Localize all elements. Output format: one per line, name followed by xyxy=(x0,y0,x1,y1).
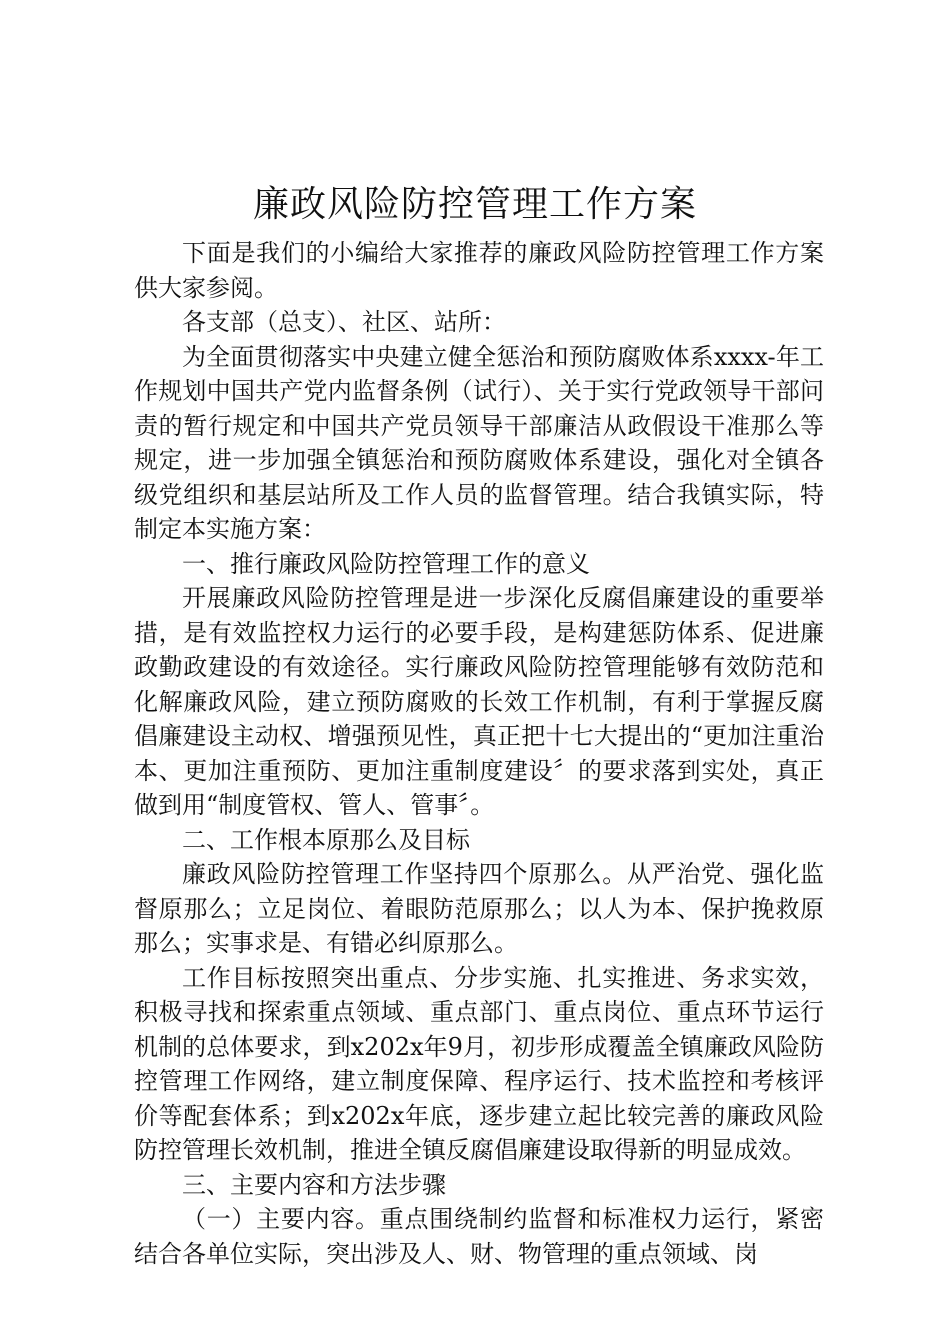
section-heading-3: 三、主要内容和方法步骤 xyxy=(182,1170,446,1199)
intro-paragraph: 下面是我们的小编给大家推荐的廉政风险防控管理工作方案供大家参阅。 xyxy=(134,239,824,302)
section-heading-2: 二、工作根本原那么及目标 xyxy=(182,825,470,854)
section-heading-1: 一、推行廉政风险防控管理工作的意义 xyxy=(182,549,590,578)
principles-paragraph: 廉政风险防控管理工作坚持四个原那么。从严治党、强化监督原那么；立足岗位、着眼防范原那么；以人为本、保护挽救原那么；实事求是、有错必纠原那么。 xyxy=(134,860,824,957)
section-1-paragraph: 开展廉政风险防控管理是进一步深化反腐倡廉建设的重要举措，是有效监控权力运行的必要手段，是构建惩防体系、促进廉政勤政建设的有效途径。实行廉政风险防控管理能够有效防范和化解廉政风险，建立预防腐败的长效工作机制，有利于掌握反腐倡廉建设主动权、增强预见性，真正把十七大提出的“更加注重治本、更加注重预防、更加注重制度建设〞的要求落到实处，真正做到用“制度管权、管人、管事〞。 xyxy=(134,584,824,819)
salutation-paragraph: 各支部（总支）、社区、站所： xyxy=(182,308,506,336)
document-title: 廉政风险防控管理工作方案 xyxy=(252,184,697,225)
preamble-paragraph: 为全面贯彻落实中央建立健全惩治和预防腐败体系xxxx-年工作规划中国共产党内监督条例（试行）、关于实行党政领导干部问责的暂行规定和中国共产党员领导干部廉洁从政假设干准那么等规定，进一步加强全镇惩治和预防腐败体系建设，强化对全镇各级党组织和基层站所及工作人员的监督管理。结合我镇实际，特制定本实施方案： xyxy=(134,342,824,543)
goals-paragraph: 工作目标按照突出重点、分步实施、扎实推进、务求实效，积极寻找和探索重点领域、重点部门、重点岗位、重点环节运行机制的总体要求，到x202x年9月，初步形成覆盖全镇廉政风险防控管理工作网络，建立制度保障、程序运行、技术监控和考核评价等配套体系；到x202x年底，逐步建立起比较完善的廉政风险防控管理长效机制，推进全镇反腐倡廉建设取得新的明显成效。 xyxy=(134,963,824,1164)
main-content-paragraph: （一）主要内容。重点围绕制约监督和标准权力运行，紧密结合各单位实际，突出涉及人、财、物管理的重点领域、岗 xyxy=(134,1205,824,1268)
document-body xyxy=(134,236,824,1271)
